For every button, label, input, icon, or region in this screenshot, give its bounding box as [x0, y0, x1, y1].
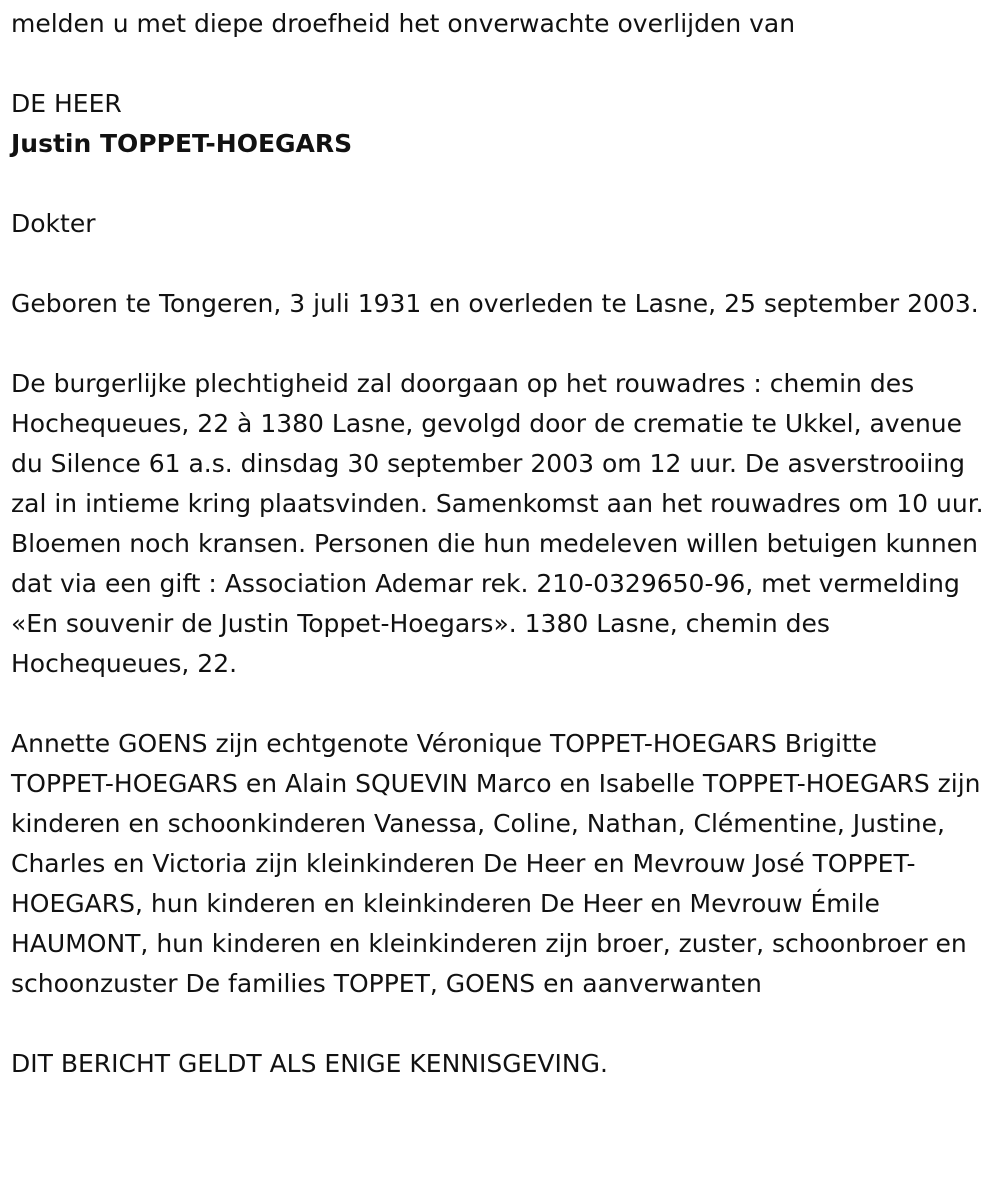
spacer	[11, 244, 991, 284]
spacer	[11, 324, 991, 364]
ceremony-paragraph: De burgerlijke plechtigheid zal doorgaan op het rouwadres : chemin des Hochequeues, 22 à 1380 Lasne, gevolgd door de crematie te Ukkel, avenue du Silence 61 a.s. dinsdag 30 september 2003 om 12 uur. De asverstrooiing zal in intieme kring plaatsvinden. Samenkomst aan het rouwadres om 10 uur. Bloemen noch kransen. Personen die hun medeleven willen betuigen kunnen dat via een gift : Association Ademar rek. 210-0329650-96, met vermelding «En souvenir de Justin Toppet-Hoegars». 1380 Lasne, chemin des Hochequeues, 22.	[11, 369, 984, 678]
obituary-notice	[11, 4, 991, 1084]
profession: Dokter	[11, 209, 96, 238]
spacer	[11, 164, 991, 204]
salutation: DE HEER	[11, 89, 122, 118]
intro-line: melden u met diepe droefheid het onverwachte overlijden van	[11, 9, 796, 38]
deceased-name: Justin TOPPET-HOEGARS	[11, 129, 353, 158]
family-paragraph: Annette GOENS zijn echtgenote Véronique TOPPET-HOEGARS Brigitte TOPPET-HOEGARS en Alain SQUEVIN Marco en Isabelle TOPPET-HOEGARS zijn kinderen en schoonkinderen Vanessa, Coline, Nathan, Clémentine, Justine, Charles en Victoria zijn kleinkinderen De Heer en Mevrouw José TOPPET-HOEGARS, hun kinderen en kleinkinderen De Heer en Mevrouw Émile HAUMONT, hun kinderen en kleinkinderen zijn broer, zuster, schoonbroer en schoonzuster De families TOPPET, GOENS en aanverwanten	[11, 729, 981, 998]
birth-death-paragraph: Geboren te Tongeren, 3 juli 1931 en overleden te Lasne, 25 september 2003.	[11, 289, 979, 318]
spacer	[11, 684, 991, 724]
spacer	[11, 44, 991, 84]
spacer	[11, 1004, 991, 1044]
closing-statement: DIT BERICHT GELDT ALS ENIGE KENNISGEVING.	[11, 1049, 608, 1078]
